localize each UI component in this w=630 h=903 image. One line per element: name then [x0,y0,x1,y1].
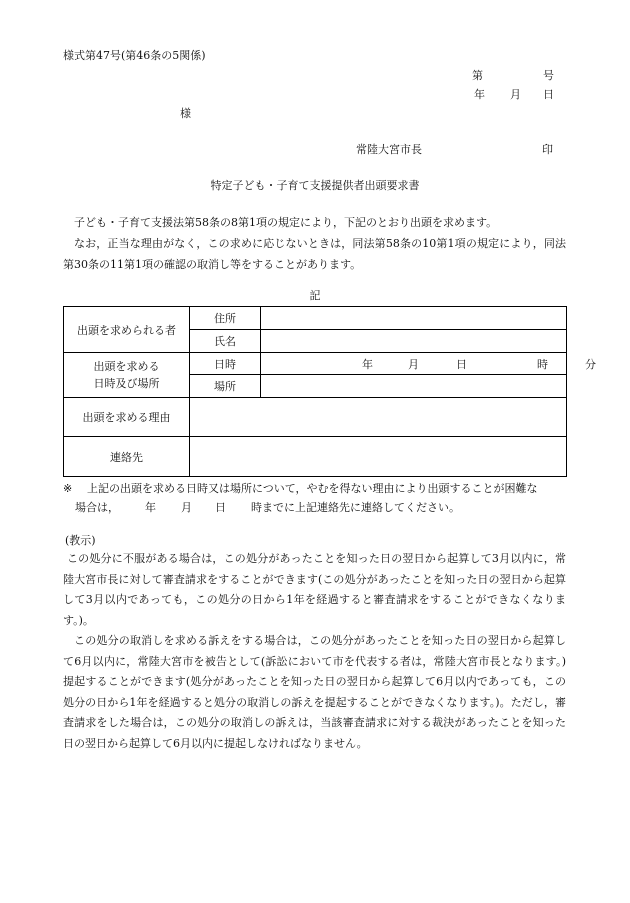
instruction-heading: (教示) [65,534,96,547]
dt-month: 月 [408,357,419,371]
name-label: 氏名 [190,330,261,353]
seal-mark: 印 [542,143,553,156]
issuer-name: 常陸大宮市長 [356,143,422,156]
datetime-place-label-line2: 日時及び場所 [93,377,160,390]
contact-label: 連絡先 [64,437,190,477]
note-month: 月 [181,501,192,514]
addressee-suffix: 様 [180,107,191,120]
note-day: 日 [215,501,226,514]
form-number: 様式第47号(第46条の5関係) [63,49,206,62]
body-paragraph-1: 子ども・子育て支援法第58条の8第1項の規定により，下記のとおり出頭を求めます。 [74,216,498,229]
dt-day: 日 [456,357,467,371]
datetime-place-label [64,353,190,398]
place-value [261,375,567,398]
body-paragraph-2: なお，正当な理由がなく，この求めに応じないときは，同法第58条の10第1項の規定により，同法第30条の11第1項の確認の取消し等をすることがあります。 [63,237,566,271]
name-value [261,330,567,353]
number-suffix: 号 [543,69,554,82]
reason-value [190,398,567,437]
summons-table [63,306,596,477]
date-day: 日 [543,88,554,101]
reason-label: 出頭を求める理由 [64,398,190,437]
dt-year: 年 [362,357,373,371]
note-line2-prefix: 場合は， [75,501,119,514]
place-label: 場所 [190,375,261,398]
ki-heading: 記 [309,289,321,302]
datetime-value [261,353,596,375]
address-label: 住所 [190,307,261,330]
note-line2-suffix: 時までに上記連絡先に連絡してください。 [251,501,460,514]
person-label: 出頭を求められる者 [64,307,190,353]
datetime-place-label-line1: 出頭を求める [93,360,160,373]
dt-hour: 時 [537,357,548,371]
number-prefix: 第 [472,69,483,82]
instruction-paragraph-1: この処分に不服がある場合は，この処分があったことを知った日の翌日から起算して3月以内に，常陸大宮市長に対して審査請求をすることができます(この処分があったことを知った日の翌日から起算して3月以内であっても，この処分の日から1年を経過すると審査請求をすることができなくなります。)。 [63,552,566,627]
note-mark: ※ [63,482,73,495]
note-year: 年 [145,501,156,514]
datetime-label: 日時 [190,353,261,375]
address-value [261,307,567,330]
date-year: 年 [474,88,485,101]
instruction-paragraph-2: この処分の取消しを求める訴えをする場合は，この処分があったことを知った日の翌日から起算して6月以内に，常陸大宮市を被告として(訴訟において市を代表する者は，常陸大宮市長となります。)提起することができます(処分があったことを知った日の翌日から起算して6月以内であっても，この処分の日から1年を経過すると処分の取消しの訴えを提起することができなくなります。)。ただし，審査請求をした場合は，この処分の取消しの訴えは，当該審査請求に対する裁決があったことを知った日の翌日から起算して6月以内に提起しなければなりません。 [63,634,566,750]
contact-value [190,437,567,477]
document-title: 特定子ども・子育て支援提供者出頭要求書 [210,179,420,192]
date-month: 月 [510,88,521,101]
dt-minute: 分 [585,357,596,371]
note-line1: 上記の出頭を求める日時又は場所について，やむを得ない理由により出頭することが困難な [87,482,538,495]
